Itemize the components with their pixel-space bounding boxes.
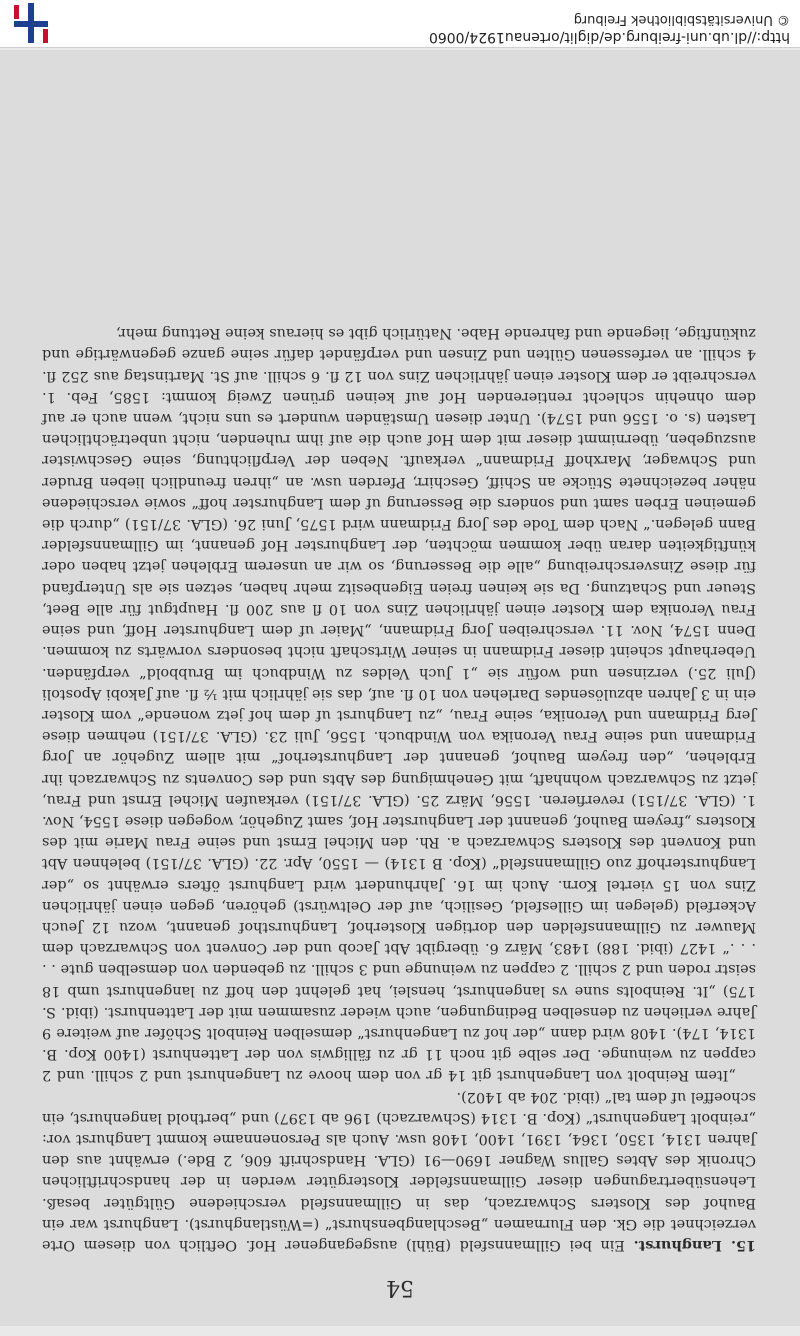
page-number: 54 <box>386 1275 414 1300</box>
copyright-notice: © Universitätsbibliothek Freiburg <box>573 12 790 27</box>
intro-text: Ein bei Gillmannsfeld (Bühl) ausgegangener Hof. Oeftlich von diesem Orte verzeichnet die Gk. den Flurnamen „Beschlangbenshurst“ (=Wüstlanghurst). Langhurst war ein Bauhof des Klosters Schwarzach, das in Gillmannsfeld verschiedene Gültgüter besaß. Lehensübertragungen dieser Gillmannsfelder Klostergüter werden in der handschriftlichen Chronik des Abtes Gallus Wagner 1690—91 (GLA. Handschrift 606, 2 Bde.) erwähnt aus den Jahren 1314, 1350, 1364, 1391, 1400, 1408 usw. Auch als Personenname kommt Langhurst vor: „reinbolt Langenhurst“ (Kop. B. 1314 (Schwarzach) 196 ab 1397) und „berthold langenhurst, ein schoeffel uf dem tal“ (ibid. 204 ab 1402). <box>41 1088 756 1253</box>
viewer-header <box>0 0 800 48</box>
section-heading: 15. Langhurst. <box>633 1237 756 1254</box>
ub-freiburg-logo-icon <box>10 3 52 43</box>
page-text <box>42 322 756 1256</box>
intro-paragraph <box>42 1085 756 1256</box>
book-page <box>0 50 800 1326</box>
document-url[interactable]: http://dl.ub.uni-freiburg.de/diglit/ortenau1924/0060 <box>428 29 790 45</box>
body-paragraph: „Item Reinbolt von Langenhurst git 14 gr von dem hoove zu Langenhurst und 2 schill. und 2 cappen zu weinunge. Der selbe git noch 11 gr zu fälligwis von der Lattenhurst (1400 Kop. B. 1314, 174). 1408 wird dann „der hof zu Langenhurst“ demselben Reinbolt Schöfer auf weitere 9 Jahre verliehen zu denselben Bedingungen, auch wieder zusammen mit der Lattenhurst. (ibid. S. 175) „It. Reinbolts sune vs langenhurst, henslei, hat gelehnt den hoff zu langenhurst umb 18 seistr roden und 2 schill. 2 cappen zu weinunge und 3 schill. zu gebenden von demselben gute . . . . .“ 1427 (ibid. 188) 1483, März 6. übergibt Abt Jacob und der Convent von Schwarzach dem Mauwer zu Gillmannsfelden den dortigen Klosterhof, Langhursthof genannt, wozu 12 Jeuch Ackerfeld (gelegen im Gillesfeld, Gesilich, auf der Oeltwürst) gehören, gegen einen jährlichen Zins von 15 viertel Korn. Auch im 16. Jahrhundert wird Langhurst öfters erwähnt so „der Langhursterhoff zuo Gillmannsfeld“ (Kop. B 1314) — 1550, Apr. 22. (GLA. 37/151) belehnen Abt und Konvent des Klosters Schwarzach a. Rh. den Michel Ernst und seine Frau Marie mit des Klosters „freyem Bauhof, genannt der Langhurster Hof, samt Zugehör, wogegen diese 1554, Nov. 1. (GLA. 37/151) reverfieren. 1556, März 25. (GLA. 37/151) verkaufen Michel Ernst und Frau, jetzt zu Schwarzach wohnhaft, mit Genehmigung des Abts und des Convents zu Schwarzach ihr Erblehen, „den freyem Bauhof, genannt der Langhursterhof“ mit allem Zugehör an Jorg Fridmann und seine Frau Veronika von Windbuch. 1556, Juli 23. (GLA. 37/151) nehmen diese Jerg Fridmann und Veronika, seine Frau, „zu Langhurst uf dem hof jetz wonende“ vom Kloster ein in 3 Jahren abzulösendes Darlehen von 10 fl. auf, das sie jährlich mit ½ fl. auf Jakobi Apostoli (Juli 25.) verzinsen und wofür sie „1 Juch Veldes zu Windbuch im Brubbold“ verpfänden. Ueberhaupt scheint dieser Fridmann in seiner Wirtschaft nicht besonders vorwärts zu kommen. Denn 1574, Nov. 11. verschreiben Jorg Fridmann, „Maier uf dem Langhurster Hoff, und seine Frau Veronika dem Kloster einen jährlichen Zins von 10 fl aus 200 fl. Hauptgut für alle Beet, Steuer und Schatzung. Da sie keinen freien Eigenbesitz mehr haben, setzen sie als Unterpfand für diese Zinsverschreibung „alle die Besserung, so wir an unserem Erblehen jetzt haben oder künftigkeiten daran über kommen möchten, der Langhurster Hof genannt, im Gillmannsfelder Bann gelegen.“ Nach dem Tode des Jorg Fridmann wird 1575, Juni 26. (GLA. 37/151) „durch die gemeinen Erben samt und sonders die Besserung uf dem Langhurster hoff“ sowie verschiedene näher bezeichnete Stücke an Schiff, Geschirr, Pferden usw. an „ihren freundlich lieben Bruder und Schwager, Marxhoff Fridmann“ verkauft. Neben der Verpflichtung, seine Geschwister auszugeben, übernimmt dieser mit dem Hof auch die auf ihm ruhenden, nicht unbeträchtlichen Lasten (s. o. 1556 und 1574). Unter diesen Umständen wundert es uns nicht, wenn auch er auf dem ohnehin schlecht rentierenden Hof auf keinen grünen Zweig kommt: 1585, Feb. 1. verschreibt er dem Kloster einen jährlichen Zins von 12 fl. 6 schill. auf St. Martinstag aus 252 fl. 4 schill. an verfessenen Gülten und Zinsen und verpfändet dafür seine ganze gegenwärtige und zukünftige, liegende und fahrende Habe. Natürlich gibt es hieraus keine Rettung mehr, <box>42 325 756 1084</box>
